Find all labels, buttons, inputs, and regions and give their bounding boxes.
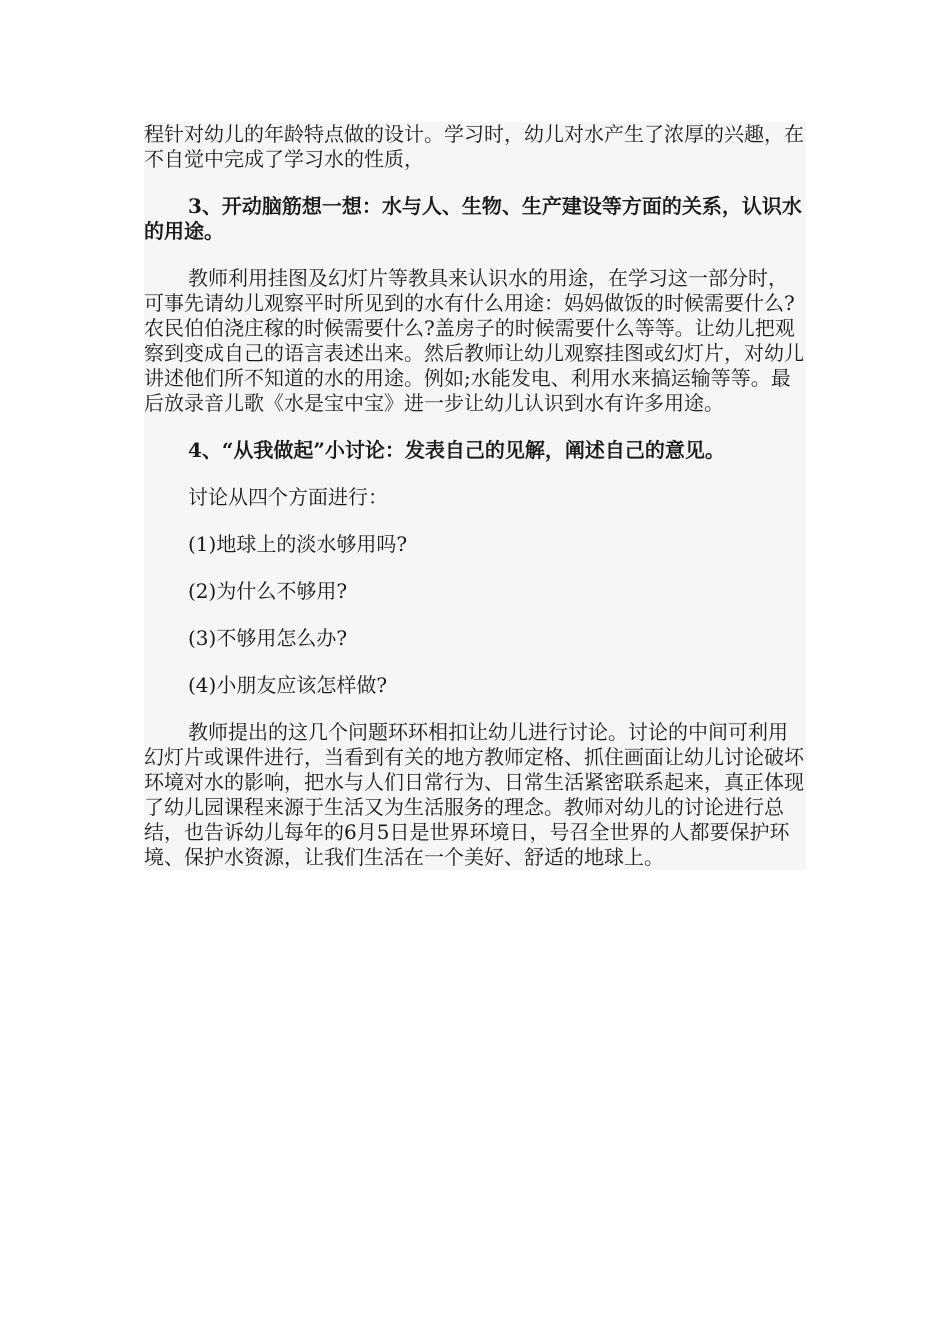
paragraph-gap (144, 698, 806, 720)
paragraph-gap (144, 172, 806, 194)
discussion-question-2: (2)为什么不够用? (144, 579, 806, 604)
paragraph-gap (144, 463, 806, 485)
paragraph-gap (144, 244, 806, 266)
paragraph-discussion-summary: 教师提出的这几个问题环环相扣让幼儿进行讨论。讨论的中间可利用幻灯片或课件进行，当看到有关的地方教师定格、抓住画面让幼儿讨论破坏环境对水的影响，把水与人们日常行为、日常生活紧密联系起来，真正体现了幼儿园课程来源于生活又为生活服务的理念。教师对幼儿的讨论进行总结，也告诉幼儿每年的6月5日是世界环境日，号召全世界的人都要保护环境、保护水资源，让我们生活在一个美好、舒适的地球上。 (144, 720, 804, 869)
document-body (144, 122, 806, 870)
paragraph-gap (144, 416, 806, 438)
paragraph-gap (144, 651, 806, 673)
section-heading-4: 4、“从我做起”小讨论：发表自己的见解，阐述自己的意见。 (144, 438, 806, 463)
paragraph-gap (144, 510, 806, 532)
discussion-question-4: (4)小朋友应该怎样做? (144, 673, 806, 698)
paragraph-uses-of-water: 教师利用挂图及幻灯片等教具来认识水的用途，在学习这一部分时，可事先请幼儿观察平时所见到的水有什么用途：妈妈做饭的时候需要什么?农民伯伯浇庄稼的时候需要什么?盖房子的时候需要什么等等。让幼儿把观察到变成自己的语言表述出来。然后教师让幼儿观察挂图或幻灯片，对幼儿讲述他们所不知道的水的用途。例如;水能发电、利用水来搞运输等等。最后放录音儿歌《水是宝中宝》进一步让幼儿认识到水有许多用途。 (144, 266, 804, 415)
paragraph-continuation: 程针对幼儿的年龄特点做的设计。学习时，幼儿对水产生了浓厚的兴趣，在不自觉中完成了学习水的性质， (144, 122, 804, 171)
section-heading-3: 3、开动脑筋想一想：水与人、生物、生产建设等方面的关系，认识水的用途。 (144, 194, 806, 244)
discussion-question-3: (3)不够用怎么办? (144, 626, 806, 651)
paragraph-discussion-intro: 讨论从四个方面进行： (144, 485, 806, 510)
paragraph-gap (144, 557, 806, 579)
paragraph-gap (144, 604, 806, 626)
discussion-question-1: (1)地球上的淡水够用吗? (144, 532, 806, 557)
